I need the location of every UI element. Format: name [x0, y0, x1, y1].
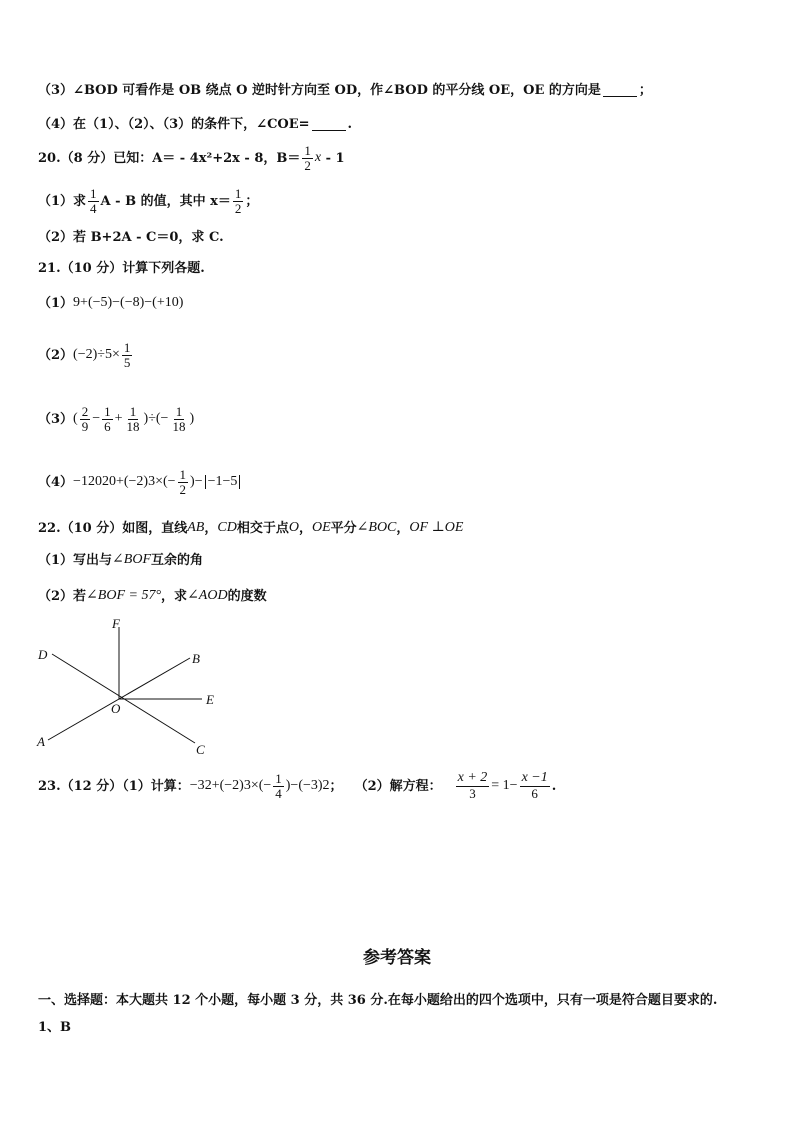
- label-O: O: [111, 701, 121, 716]
- q21-part1: （1） 9+(−5)−(−8)−(+10): [38, 295, 184, 311]
- fraction: $\frac{1}{2}$: [179, 466, 187, 497]
- q23-stem: 23.（12 分）（1）计算： −3 2 +(−2) 3 ×(− $\frac{1}{4}$ )−(−3) 2 ； （2）解方程： $\frac{x + 2}{3}$ = 1− $\frac{x -1}{6}$ .: [38, 770, 557, 802]
- fraction: $\frac{x -1}{6}$: [521, 770, 548, 802]
- answer-blank: [312, 118, 346, 131]
- q20-part1: （1）求 $\frac{1}{4}$ A - B 的值，其中 x＝ $\frac{1}{2}$ ；: [38, 185, 259, 216]
- q19-part3: （3）∠BOD 可看作是 OB 绕点 O 逆时针方向至 OD，作∠BOD 的平分线 OE，OE 的方向是 ；: [38, 83, 652, 98]
- fraction: $\frac{1}{5}$: [123, 339, 131, 370]
- fraction: $\frac{x + 2}{3}$: [457, 770, 488, 802]
- fraction: $\frac{1}{2}$: [234, 185, 242, 216]
- absolute-value: −1−5: [205, 475, 241, 489]
- q21-part2: （2） (−2)÷5× $\frac{1}{5}$: [38, 339, 131, 370]
- q20-part2: （2）若 B+2A - C＝0，求 C.: [38, 230, 224, 245]
- answer-1: 1、B: [38, 1020, 72, 1035]
- fraction: $\frac{1}{6}$: [104, 403, 111, 434]
- q22-part2: （2）若 ∠BOF = 57° ，求 ∠AOD 的度数: [38, 588, 267, 604]
- q21-part3: （3） ( $\frac{2}{9}$ − $\frac{1}{6}$ + $\frac{1}{18}$ )÷(− $\frac{1}{18}$ ): [38, 403, 195, 434]
- fraction: $\frac{1}{4}$: [90, 185, 97, 216]
- label-D: D: [38, 647, 48, 662]
- answers-section: 一、选择题：本大题共 12 个小题，每小题 3 分，共 36 分.在每小题给出的四个选项中，只有一项是符合题目要求的.: [38, 993, 718, 1008]
- label-F: F: [112, 616, 120, 631]
- q22-part1: （1）写出与 ∠BOF 互余的角: [38, 552, 204, 568]
- q20-stem: 20.（8 分）已知：A＝ - 4x²+2x - 8，B＝ $\frac{1}{2}$ x - 1: [38, 142, 345, 173]
- answer-blank: [603, 84, 637, 97]
- q21-part4: （4） −1 2020 +(−2) 3 ×(− $\frac{1}{2}$ )− −1−5: [38, 465, 240, 499]
- q21-stem: 21.（10 分）计算下列各题.: [38, 261, 205, 276]
- q22-stem: 22.（10 分）如图，直线 AB ， CD 相交于点 O ， OE 平分 ∠BOC ， OF ⊥OE: [38, 520, 464, 536]
- fraction: $\frac{1}{4}$: [275, 770, 282, 801]
- fraction: $\frac{1}{18}$: [126, 403, 140, 434]
- label-C: C: [196, 742, 205, 757]
- label-E: E: [206, 692, 214, 707]
- angle-figure: [30, 612, 230, 762]
- q19-part4: （4）在（1）、（2）、（3）的条件下，∠COE= .: [38, 117, 353, 132]
- label-B: B: [192, 651, 200, 666]
- label-A: A: [37, 734, 45, 749]
- fraction: $\frac{1}{18}$: [172, 403, 186, 434]
- fraction: $\frac{1}{2}$: [304, 142, 311, 173]
- fraction: $\frac{2}{9}$: [81, 403, 89, 434]
- answers-title: 参考答案: [363, 948, 431, 968]
